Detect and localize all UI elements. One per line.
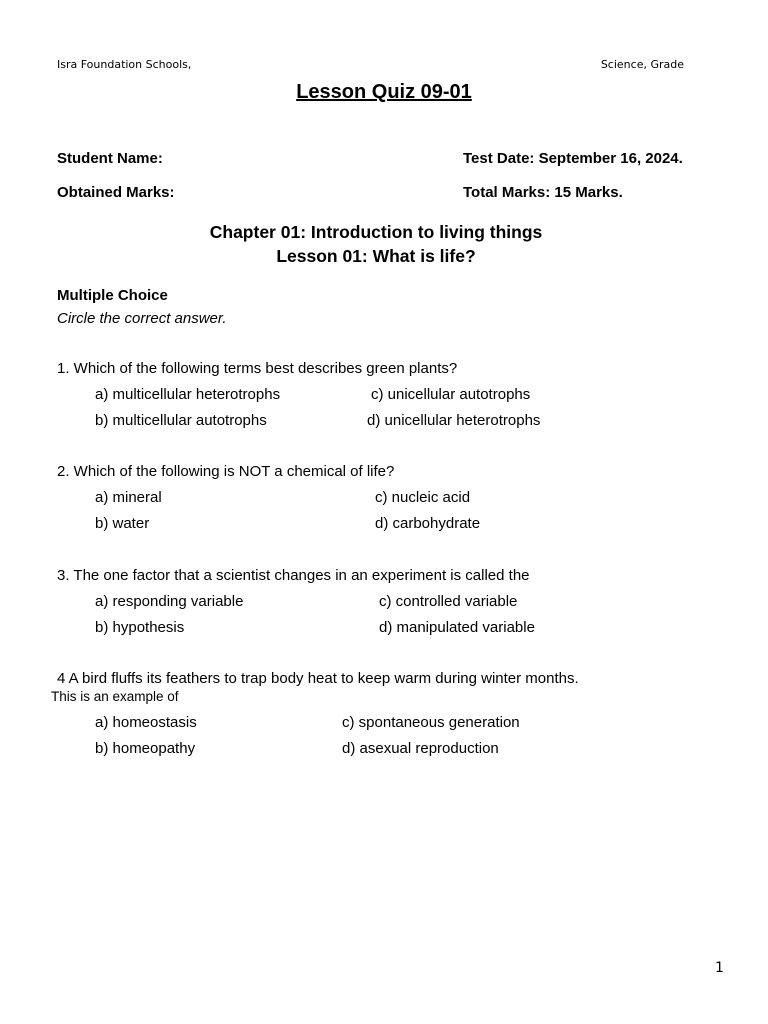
question-2-option-c: c) nucleic acid (375, 489, 471, 506)
test-date: Test Date: September 16, 2024. (463, 150, 683, 167)
question-1-option-d: d) unicellular heterotrophs (367, 412, 541, 429)
school-name: Isra Foundation Schools, (57, 58, 192, 71)
question-3: 3. The one factor that a scientist changes in an experiment is called the (57, 567, 530, 584)
question-1-option-b: b) multicellular autotrophs (95, 412, 267, 429)
obtained-marks-label: Obtained Marks: (57, 184, 175, 201)
question-3-option-b: b) hypothesis (95, 619, 185, 636)
question-2-option-a: a) mineral (95, 489, 162, 506)
question-1-option-c: c) unicellular autotrophs (371, 386, 531, 403)
question-3-option-d: d) manipulated variable (379, 619, 535, 636)
question-4-continuation: This is an example of (51, 689, 179, 704)
question-2-option-b: b) water (95, 515, 150, 532)
question-4: 4 A bird fluffs its feathers to trap body heat to keep warm during winter months. (57, 670, 579, 687)
question-4-option-a: a) homeostasis (95, 714, 197, 731)
question-3-option-c: c) controlled variable (379, 593, 518, 610)
lesson-heading: Lesson 01: What is life? (276, 246, 476, 266)
question-4-option-d: d) asexual reproduction (342, 740, 499, 757)
quiz-title: Lesson Quiz 09-01 (296, 81, 472, 103)
subject-grade: Science, Grade (600, 58, 684, 71)
section-heading: Multiple Choice (57, 287, 168, 304)
total-marks: Total Marks: 15 Marks. (463, 184, 623, 201)
question-1: 1. Which of the following terms best describes green plants? (57, 360, 458, 377)
question-4-option-c: c) spontaneous generation (342, 714, 520, 731)
question-2-option-d: d) carbohydrate (375, 515, 481, 532)
page-number: 1 (715, 960, 724, 976)
student-name-label: Student Name: (57, 150, 163, 167)
question-2: 2. Which of the following is NOT a chemical of life? (57, 463, 395, 480)
chapter-heading: Chapter 01: Introduction to living things (209, 222, 543, 242)
question-1-option-a: a) multicellular heterotrophs (95, 386, 281, 403)
section-instruction: Circle the correct answer. (57, 310, 227, 327)
question-3-option-a: a) responding variable (95, 593, 244, 610)
question-4-option-b: b) homeopathy (95, 740, 196, 757)
